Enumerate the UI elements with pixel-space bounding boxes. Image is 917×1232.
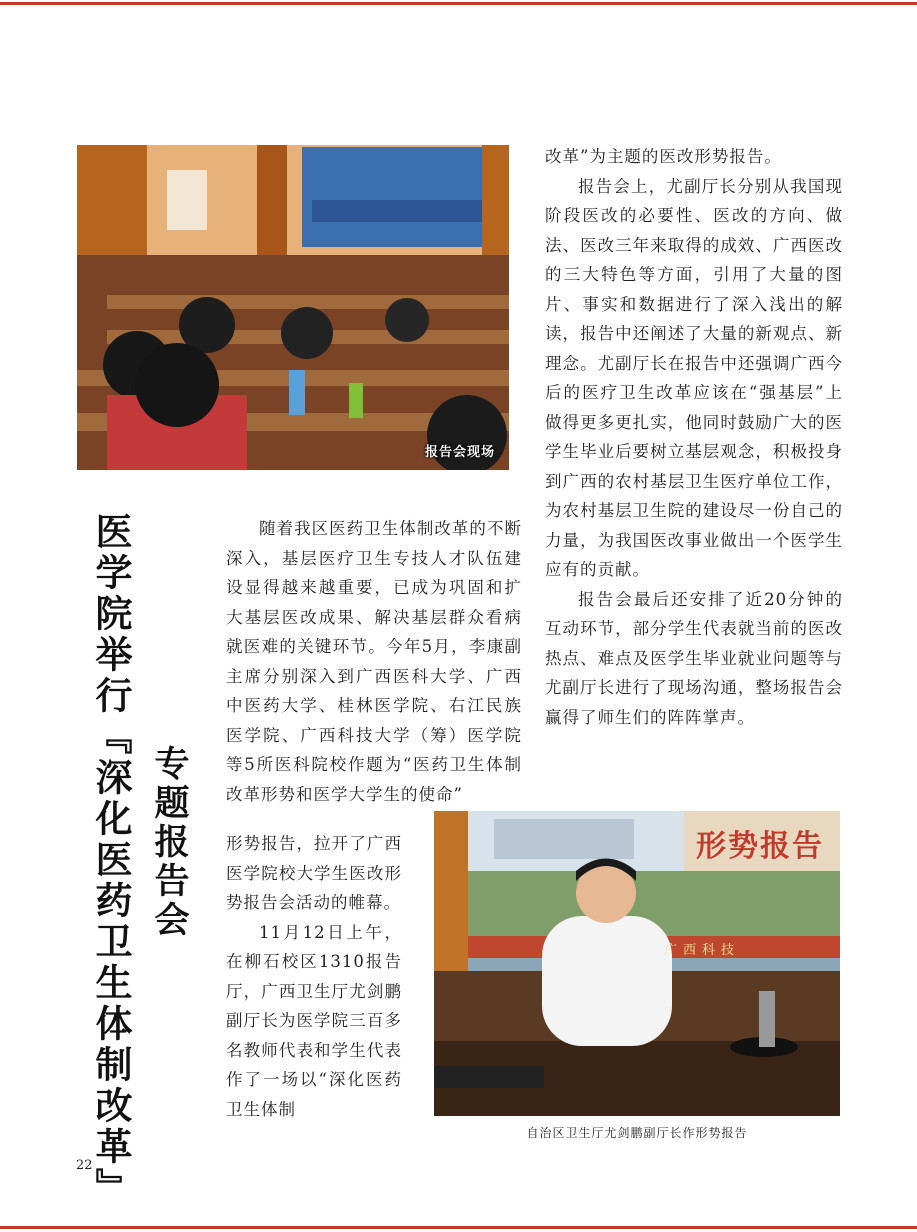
paragraph: 随着我区医药卫生体制改革的不断深入，基层医疗卫生专技人才队伍建设显得越来越重要，已成为巩固和扩大基层医改成果、解决基层群众看病就医难的关键环节。今年5月，李康副主席分别深入到广西医科大学、广西中医药大学、桂林医学院、右江民族医学院、广西科技大学（筹）医学院等5所医科院校作题为“医药卫生体制改革形势和医学大学生的使命” <box>226 519 522 804</box>
photo-auditorium <box>77 145 509 470</box>
photo-speaker <box>434 811 840 1116</box>
photo-speaker-banner: 形势报告 <box>696 829 824 864</box>
paragraph: 形势报告，拉开了广西医学院校大学生医改形势报告会活动的帷幕。 <box>226 834 402 912</box>
paragraph: 报告会最后还安排了近20分钟的互动环节，部分学生代表就当前的医改热点、难点及医学生毕业就业问题等与尤副厅长进行了现场沟通，整场报告会赢得了师生们的阵阵掌声。 <box>545 589 843 727</box>
paragraph: 11月12日上午，在柳石校区1310报告厅，广西卫生厅尤剑鹏副厅长为医学院三百多名教师代表和学生代表作了一场以“深化医药卫生体制 <box>226 922 402 1119</box>
top-rule <box>0 2 917 5</box>
body-column-narrow <box>226 829 402 1124</box>
photo-speaker-banner-lower: 广西科技 <box>664 943 741 958</box>
paragraph: 报告会上，尤副厅长分别从我国现阶段医改的必要性、医改的方向、做法、医改三年来取得的成效、广西医改的三大特色等方面，引用了大量的图片、事实和数据进行了深入浅出的解读，报告中还阐述了大量的新观点、新理念。尤副厅长在报告中还强调广西今后的医疗卫生改革应该在“强基层”上做得更多更扎实，他同时鼓励广大的医学生毕业后要树立基层观念，积极投身到广西的农村基层卫生医疗单位工作，为农村基层卫生院的建设尽一份自己的力量，为我国医改事业做出一个医学生应有的贡献。 <box>545 176 843 579</box>
article-subtitle: 专题报告会 <box>149 745 190 940</box>
paragraph: 改革”为主题的医改形势报告。 <box>545 147 782 166</box>
page-number: 22 <box>76 1158 93 1173</box>
photo-speaker-caption: 自治区卫生厅尤剑鹏副厅长作形势报告 <box>526 1126 748 1140</box>
body-column-right <box>545 142 843 732</box>
photo-auditorium-caption: 报告会现场 <box>424 445 495 460</box>
bottom-rule <box>0 1226 917 1229</box>
body-column-middle <box>226 514 522 809</box>
article-title: 医学院举行『深化医药卫生体制改革』 <box>89 512 133 1209</box>
